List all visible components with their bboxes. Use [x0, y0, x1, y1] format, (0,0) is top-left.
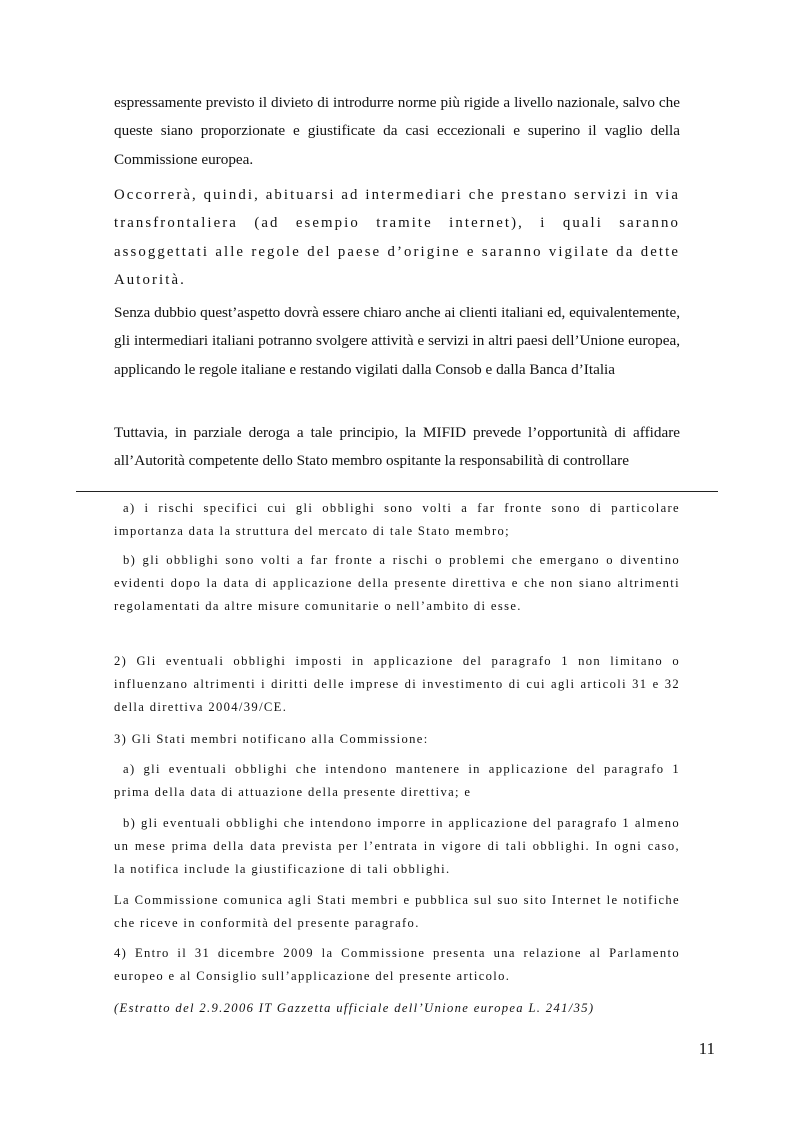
paragraph-deroga: Tuttavia, in parziale deroga a tale principio, la MIFID prevede l’opportunità di affidare all’Autorità competente dello Stato membro ospitante la responsabilità di controllare	[114, 424, 680, 470]
footnote-item-4: 4) Entro il 31 dicembre 2009 la Commissione presenta una relazione al Parlamento europeo e al Consiglio sull’applicazione del presente articolo.	[114, 946, 680, 984]
footnote-item-commission: La Commissione comunica agli Stati membri e pubblica sul suo sito Internet le notifiche che riceve in conformità del presente paragrafo.	[114, 893, 680, 931]
footnote-item-a1: a) i rischi specifici cui gli obblighi sono volti a far fronte sono di particolare importanza data la struttura del mercato di tale Stato membro;	[114, 501, 680, 539]
paragraph-clienti-italiani: Senza dubbio quest’aspetto dovrà essere chiaro anche ai clienti italiani ed, equivalentemente, gli intermediari italiani potranno svolgere attività e servizi in altri paesi dell’Unione europea, applicando le regole italiane e restando vigilati dalla Consob e dalla Banca d’Italia	[114, 304, 680, 378]
footnote-item-b3: b) gli eventuali obblighi che intendono imporre in applicazione del paragrafo 1 almeno un mese prima della data prevista per l’entrata in vigore di tali obblighi. In ogni caso, la notifica include la giustificazione di tali obblighi.	[114, 816, 680, 877]
page-number: 11	[698, 1039, 715, 1058]
footnote-item-a3: a) gli eventuali obblighi che intendono mantenere in applicazione del paragrafo 1 prima della data di attuazione della presente direttiva; e	[114, 762, 680, 800]
footnote-item-3: 3) Gli Stati membri notificano alla Commissione:	[114, 732, 429, 746]
footnote-item-b1: b) gli obblighi sono volti a far fronte a rischi o problemi che emergano o diventino evidenti dopo la data di applicazione della presente direttiva e che non siano altrimenti regolamentati da altre misure comunitarie o nell’ambito di esse.	[114, 553, 680, 614]
footnote-source: (Estratto del 2.9.2006 IT Gazzetta ufficiale dell’Unione europea L. 241/35)	[114, 1001, 595, 1015]
paragraph-divieto: espressamente previsto il divieto di introdurre norme più rigide a livello nazionale, salvo che queste siano proporzionate e giustificate da casi eccezionali e superino il vaglio della Commissione europea.	[114, 94, 680, 168]
footnote-item-2: 2) Gli eventuali obblighi imposti in applicazione del paragrafo 1 non limitano o influenzano altrimenti i diritti delle imprese di investimento di cui agli articoli 31 e 32 della direttiva 2004/39/CE.	[114, 654, 680, 715]
footnote-separator	[76, 491, 718, 492]
paragraph-intermediari: Occorrerà, quindi, abituarsi ad intermediari che prestano servizi in via transfrontaliera (ad esempio tramite internet), i quali saranno assoggettati alle regole del paese d’origine e saranno vigilate da dette Autorità.	[114, 187, 680, 289]
